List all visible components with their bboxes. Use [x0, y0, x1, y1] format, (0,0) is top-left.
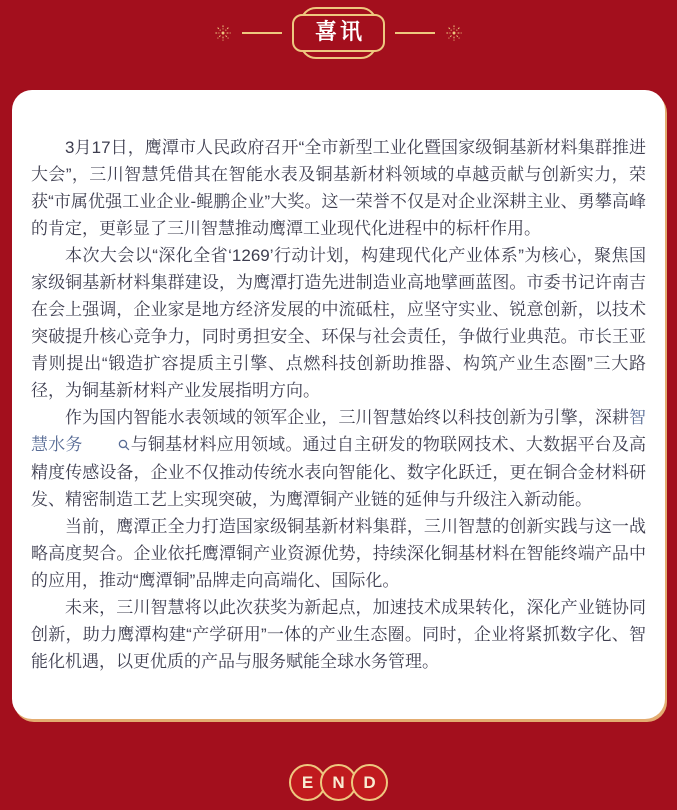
- article-paragraph-3: [31, 404, 646, 513]
- fireworks-icon: [445, 24, 463, 42]
- article-paragraph-2: 本次大会以“深化全省‘1269’行动计划，构建现代化产业体系”为核心，聚焦国家级铜基新材料集群建设，为鹰潭打造先进制造业高地擘画蓝图。市委书记许南吉在会上强调，企业家是地方经济发展的中流砥柱，应坚守实业、锐意创新，以技术突破提升核心竞争力，同时勇担安全、环保与社会责任，争做行业典范。市长王亚青则提出“锻造扩容提质主引擎、点燃科技创新助推器、构筑产业生态圈”三大路径，为铜基新材料产业发展指明方向。: [31, 246, 646, 400]
- article-card: [12, 90, 665, 719]
- good-news-badge: [292, 14, 385, 52]
- search-icon[interactable]: [84, 432, 130, 459]
- smart-water-link[interactable]: 智慧水务: [31, 408, 646, 454]
- fireworks-icon: [214, 24, 232, 42]
- end-letter-circle-n: N: [320, 764, 357, 801]
- article-paragraph-5: 未来，三川智慧将以此次获奖为新起点，加速技术成果转化，深化产业链协同创新，助力鹰潭构建“产学研用”一体的产业生态圈。同时，企业将紧抓数字化、智能化机遇，以更优质的产品与服务赋能全球水务管理。: [31, 598, 646, 671]
- article-paragraph-4: 当前，鹰潭正全力打造国家级铜基新材料集群，三川智慧的创新实践与这一战略高度契合。企业依托鹰潭铜产业资源优势，持续深化铜基材料在智能终端产品中的应用，推动“鹰潭铜”品牌走向高端化、国际化。: [31, 517, 646, 590]
- good-news-badge-label: 喜讯: [314, 18, 365, 44]
- banner-line-right: [395, 32, 435, 34]
- paragraph-3-text-after-link: 与铜基材料应用领域。通过自主研发的物联网技术、大数据平台及高精度传感设备，企业不仅推动传统水表向智能化、数字化跃迁，更在铜合金材料研发、精密制造工艺上实现突破，为鹰潭铜产业链的延伸与升级注入新动能。: [31, 435, 647, 509]
- article-paragraph-1: 3月17日，鹰潭市人民政府召开“全市新型工业化暨国家级铜基新材料集群推进大会”，三川智慧凭借其在智能水表及铜基新材料领域的卓越贡献与创新实力，荣获“市属优强工业企业-鲲鹏企业”大奖。这一荣誉不仅是对企业深耕主业、勇攀高峰的肯定，更彰显了三川智慧推动鹰潭工业现代化进程中的标杆作用。: [31, 138, 646, 238]
- good-news-banner: [0, 8, 677, 58]
- paragraph-3-text-before-link: 作为国内智能水表领域的领军企业，三川智慧始终以科技创新为引擎，深耕: [65, 408, 629, 427]
- end-badge: [0, 764, 677, 801]
- end-letter-circle-e: E: [289, 764, 326, 801]
- banner-line-left: [242, 32, 282, 34]
- end-letter-circle-d: D: [351, 764, 388, 801]
